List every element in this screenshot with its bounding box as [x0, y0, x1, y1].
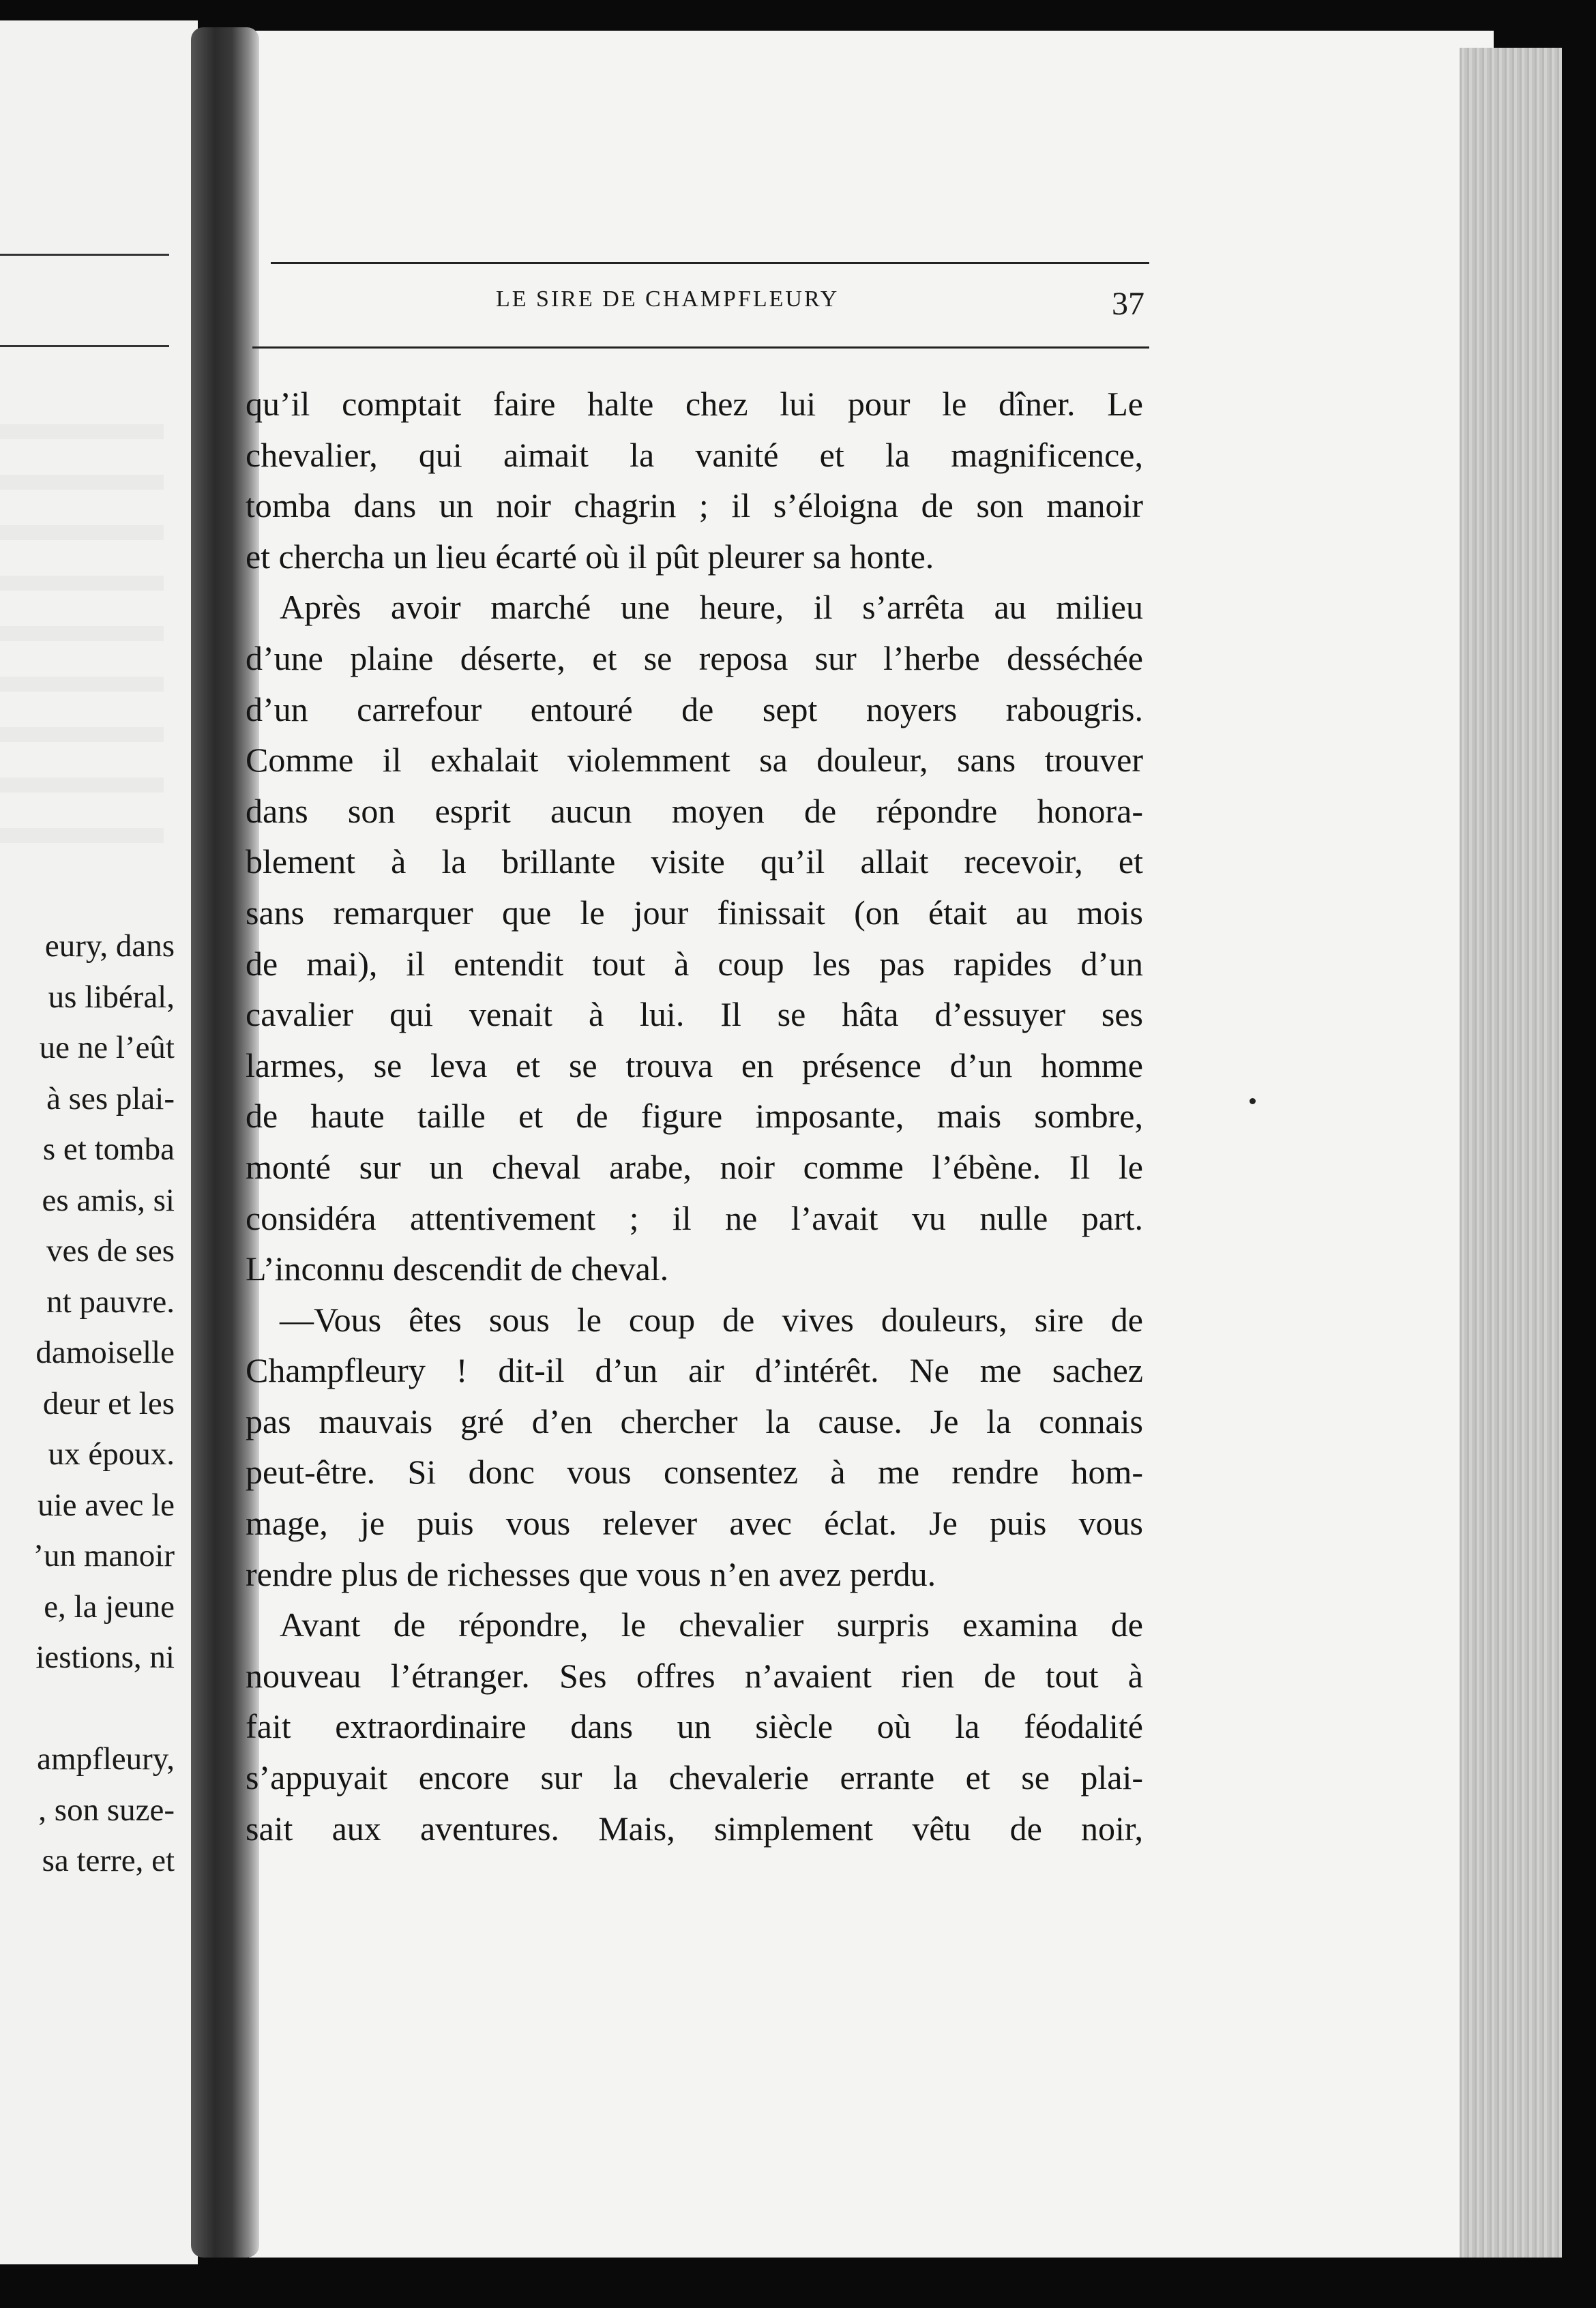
left-page	[0, 20, 198, 2264]
left-line: s et tomba	[42, 1131, 175, 1167]
left-header-rule	[0, 345, 169, 347]
text-line: larmes, se leva et se trouva en présence d’un homme	[246, 1046, 1143, 1084]
text-line: —Vous êtes sous le coup de vives douleurs, sire de	[280, 1300, 1143, 1339]
left-line: e, la jeune	[44, 1588, 175, 1625]
left-line: deur et les	[42, 1385, 175, 1421]
faded-text-area	[0, 389, 164, 866]
text-line: chevalier, qui aimait la vanité et la magnificence,	[246, 435, 1143, 474]
left-page-text	[0, 921, 175, 1887]
text-line: Champfleury ! dit-il d’un air d’intérêt. Ne me sachez	[246, 1351, 1143, 1390]
text-line: pas mauvais gré d’en chercher la cause. Je la connais	[246, 1402, 1143, 1440]
left-line: sa terre, et	[42, 1843, 175, 1878]
left-line: ue ne l’eût	[39, 1030, 175, 1065]
text-line: et chercha un lieu écarté où il pût pleurer sa honte.	[246, 537, 934, 576]
text-line: rendre plus de richesses que vous n’en avez perdu.	[246, 1554, 936, 1593]
text-line: L’inconnu descendit de cheval.	[246, 1249, 669, 1288]
text-line: s’appuyait encore sur la chevalerie errante et se plai-	[246, 1758, 1143, 1797]
text-line: d’un carrefour entouré de sept noyers rabougris.	[246, 690, 1143, 728]
text-line: cavalier qui venait à lui. Il se hâta d’essuyer ses	[246, 995, 1143, 1034]
text-line: Après avoir marché une heure, il s’arrêta au milieu	[280, 588, 1143, 627]
text-line: Avant de répondre, le chevalier surpris examina de	[280, 1606, 1143, 1644]
left-line	[0, 1683, 175, 1734]
text-line: blement à la brillante visite qu’il allait recevoir, et	[246, 842, 1143, 881]
left-line: ’un manoir	[33, 1538, 175, 1573]
text-line: de haute taille et de figure imposante, mais sombre,	[246, 1097, 1143, 1136]
page-number: 37	[1112, 286, 1144, 322]
text-line: nouveau l’étranger. Ses offres n’avaient rien de tout à	[246, 1656, 1143, 1695]
left-line: iestions, ni	[35, 1640, 175, 1675]
text-line: fait extraordinaire dans un siècle où la féodalité	[246, 1707, 1143, 1746]
text-line: mage, je puis vous relever avec éclat. Je puis vous	[246, 1504, 1143, 1543]
left-line: , son suze-	[38, 1792, 175, 1828]
text-line: monté sur un cheval arabe, noir comme l’ébène. Il le	[246, 1147, 1143, 1186]
left-line: eury, dans	[44, 928, 175, 964]
page-body	[246, 379, 1143, 1854]
left-line: ampfleury,	[37, 1741, 175, 1777]
text-line: de mai), il entendit tout à coup les pas rapides d’un	[246, 944, 1143, 983]
left-line: à ses plai-	[46, 1080, 175, 1116]
header-rule	[252, 346, 1149, 349]
text-line: peut-être. Si donc vous consentez à me rendre hom-	[246, 1453, 1143, 1492]
left-line: uie avec le	[38, 1487, 175, 1523]
text-line: considéra attentivement ; il ne l’avait vu nulle part.	[246, 1198, 1143, 1237]
text-line: tomba dans un noir chagrin ; il s’éloigna de son manoir	[246, 486, 1143, 525]
left-line: ves de ses	[46, 1233, 175, 1269]
text-line: Comme il exhalait violemment sa douleur, sans trouver	[246, 741, 1143, 780]
text-line: d’une plaine déserte, et se reposa sur l’herbe desséchée	[246, 638, 1143, 677]
scan-border	[1562, 41, 1596, 2285]
top-rule	[271, 262, 1149, 264]
left-line: nt pauvre.	[46, 1284, 175, 1320]
text-line: sait aux aventures. Mais, simplement vêtu de noir,	[246, 1809, 1143, 1848]
text-line: dans son esprit aucun moyen de répondre honora-	[246, 791, 1143, 830]
page-block-edge	[1460, 48, 1569, 2258]
left-line: damoiselle	[35, 1335, 175, 1370]
left-line: ux époux.	[48, 1436, 175, 1472]
running-head: LE SIRE DE CHAMPFLEURY	[496, 286, 840, 312]
text-line: sans remarquer que le jour finissait (on était au mois	[246, 893, 1143, 932]
text-line: qu’il comptait faire halte chez lui pour le dîner. Le	[246, 385, 1143, 423]
left-line: es amis, si	[42, 1182, 175, 1218]
ink-speck	[1250, 1098, 1256, 1104]
left-line: us libéral,	[48, 979, 175, 1015]
left-header-rule	[0, 254, 169, 256]
